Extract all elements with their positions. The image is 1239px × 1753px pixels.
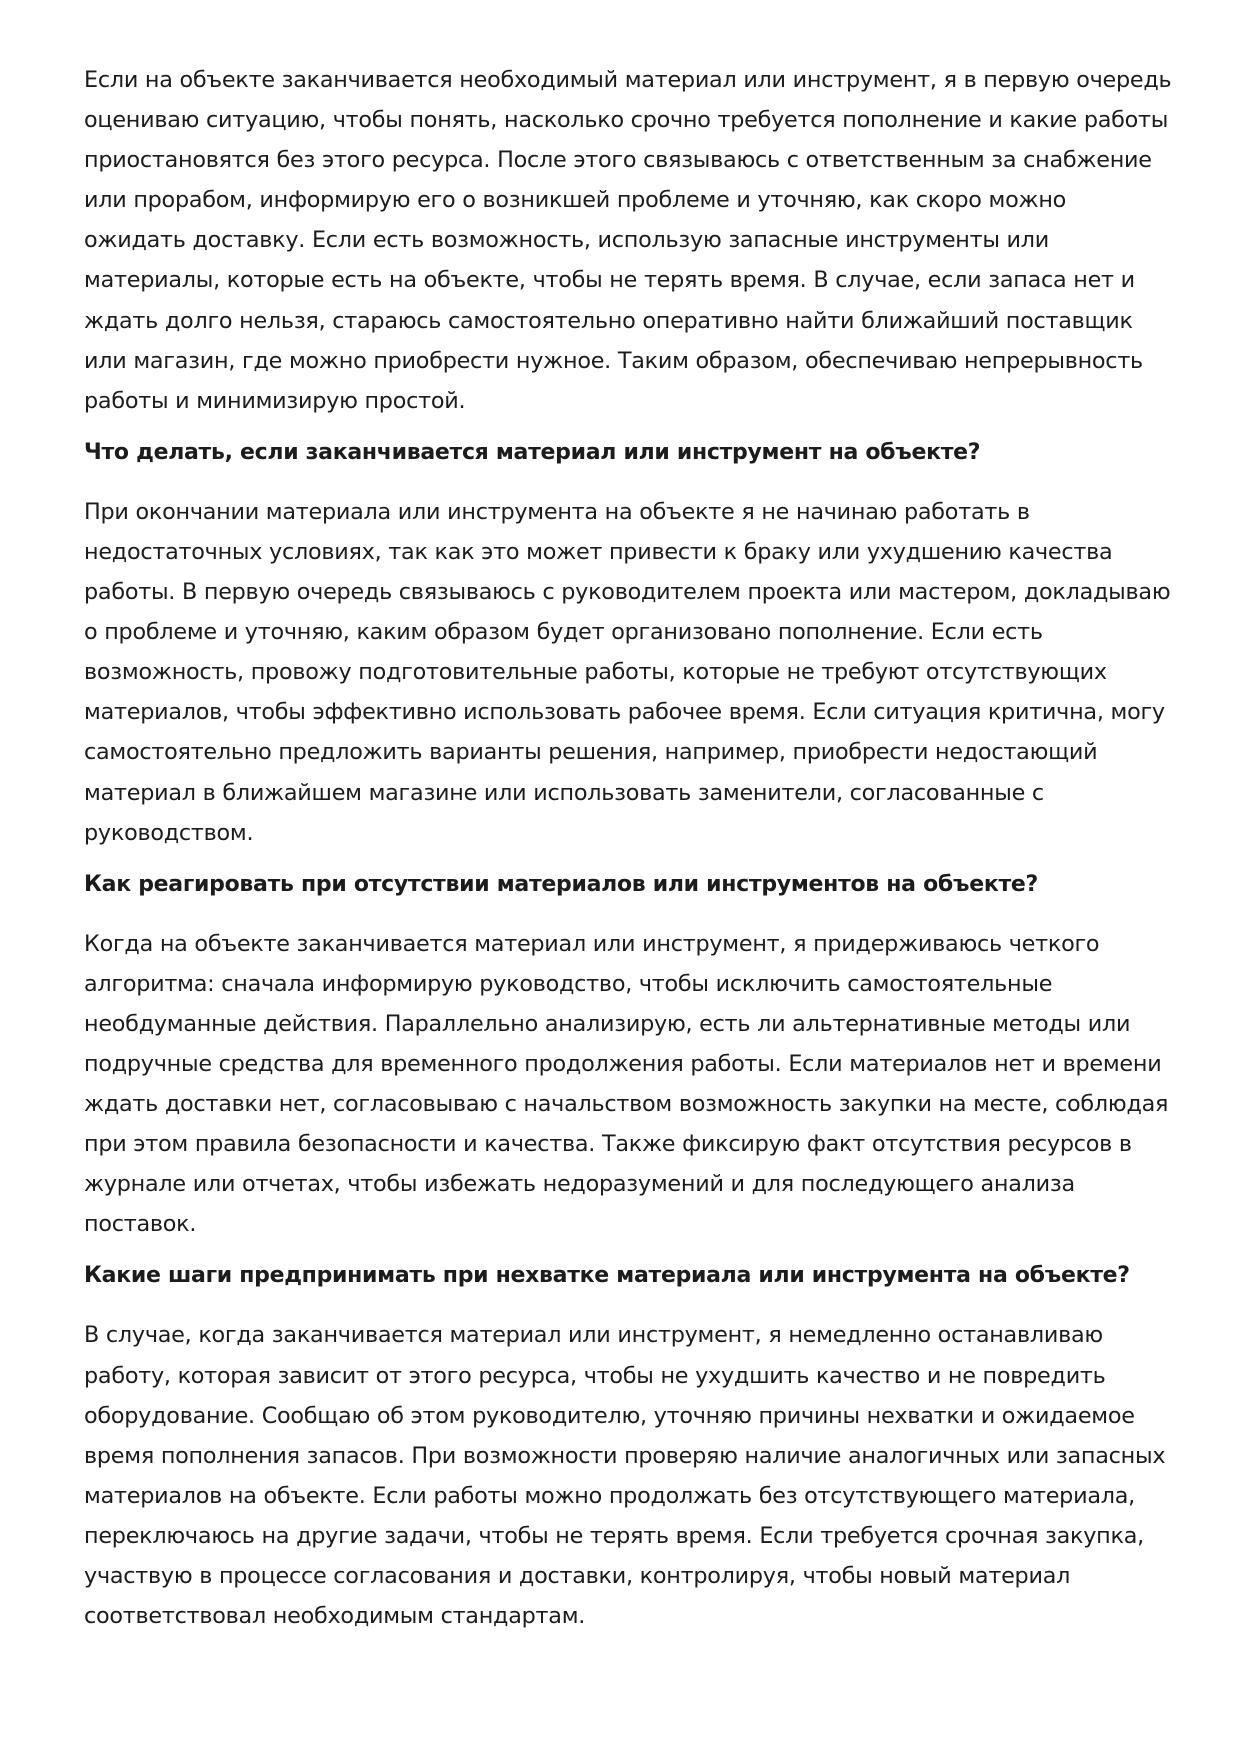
intro-paragraph: Если на объекте заканчивается необходимый материал или инструмент, я в первую очередь оцениваю ситуацию, чтобы понять, насколько срочно требуется пополнение и какие работы приостановятся без этого ресурса. После этого связываюсь с ответственным за снабжение или прорабом, информирую его о возникшей проблеме и уточняю, как скоро можно ожидать доставку. Если есть возможность, использую запасные инструменты или материалы, которые есть на объекте, чтобы не терять время. В случае, если запаса нет и ждать долго нельзя, стараюсь самостоятельно оперативно найти ближайший поставщик или магазин, где можно приобрести нужное. Таким образом, обеспечиваю непрерывность работы и минимизирую простой. — [84, 67, 1172, 414]
section-paragraph-3: В случае, когда заканчивается материал или инструмент, я немедленно останавливаю работу, которая зависит от этого ресурса, чтобы не ухудшить качество и не повредить оборудование. Сообщаю об этом руководителю, уточняю причины нехватки и ожидаемое время пополнения запасов. При возможности проверяю наличие аналогичных или запасных материалов на объекте. Если работы можно продолжать без отсутствующего материала, переключаюсь на другие задачи, чтобы не терять время. Если требуется срочная закупка, участвую в процессе согласования и доставки, контролируя, чтобы новый материал соответствовал необходимым стандартам. — [84, 1322, 1166, 1630]
section-heading-1: Что делать, если заканчивается материал или инструмент на объекте? — [84, 439, 981, 465]
section-paragraph-1: При окончании материала или инструмента на объекте я не начинаю работать в недостаточных условиях, так как это может привести к браку или ухудшению качества работы. В первую очередь связываюсь с руководителем проекта или мастером, докладываю о проблеме и уточняю, каким образом будет организовано пополнение. Если есть возможность, провожу подготовительные работы, которые не требуют отсутствующих материалов, чтобы эффективно использовать рабочее время. Если ситуация критична, могу самостоятельно предложить варианты решения, например, приобрести недостающий материал в ближайшем магазине или использовать заменители, согласованные с руководством. — [84, 498, 1171, 846]
document-page — [84, 60, 1174, 1636]
section-heading-2: Как реагировать при отсутствии материалов или инструментов на объекте? — [84, 871, 1038, 897]
section-heading-3: Какие шаги предпринимать при нехватке материала или инструмента на объекте? — [84, 1263, 1130, 1289]
section-paragraph-2: Когда на объекте заканчивается материал или инструмент, я придерживаюсь четкого алгоритма: сначала информирую руководство, чтобы исключить самостоятельные необдуманные действия. Параллельно анализирую, есть ли альтернативные методы или подручные средства для временного продолжения работы. Если материалов нет и времени ждать доставки нет, согласовываю с начальством возможность закупки на месте, соблюдая при этом правила безопасности и качества. Также фиксирую факт отсутствия ресурсов в журнале или отчетах, чтобы избежать недоразумений и для последующего анализа поставок. — [84, 930, 1169, 1238]
